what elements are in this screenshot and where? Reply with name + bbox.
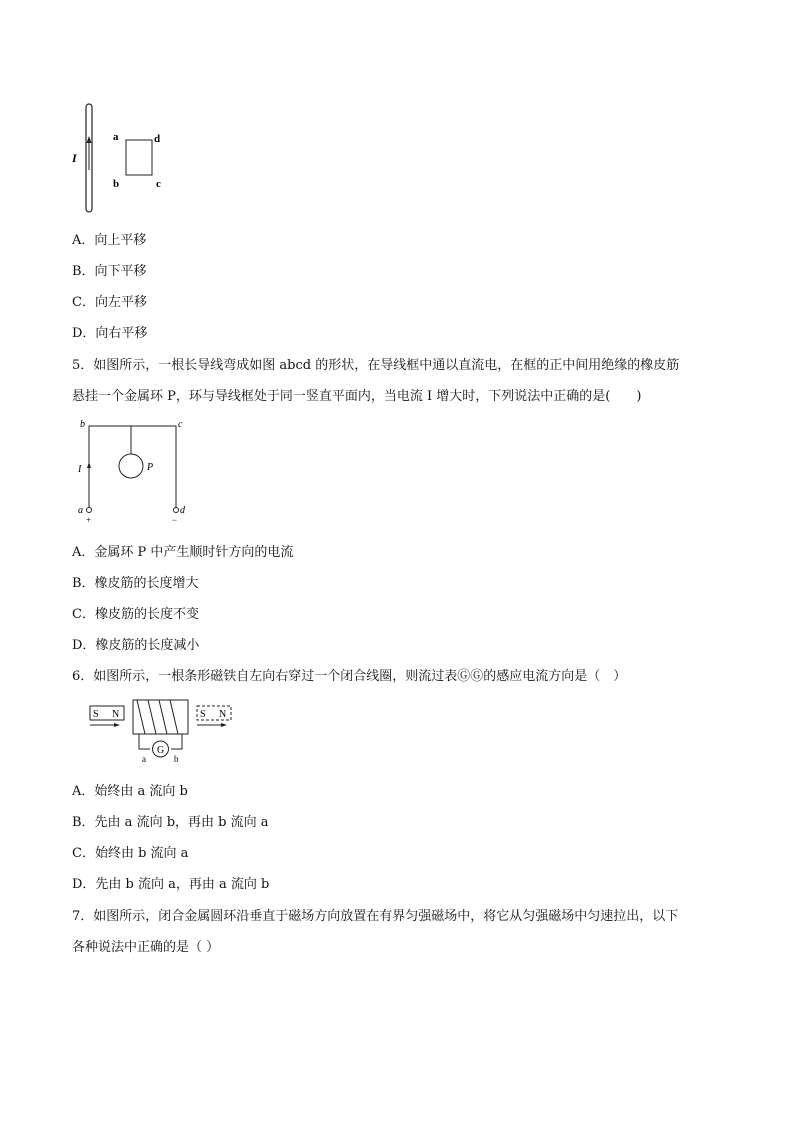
q4-option-d: D．向右平移 bbox=[72, 326, 148, 341]
label-d: d bbox=[154, 133, 161, 145]
current-label: I bbox=[72, 151, 77, 165]
magnet-left-s: S bbox=[93, 709, 99, 720]
q4-option-a: A．向上平移 bbox=[72, 233, 147, 248]
q5-option-d: D．橡皮筋的长度减小 bbox=[72, 638, 200, 653]
q7-stem-line2: 各种说法中正确的是（ ） bbox=[72, 940, 220, 955]
wire-loop-figure bbox=[68, 100, 178, 215]
plus-sign: + bbox=[86, 515, 92, 525]
rect-loop bbox=[126, 140, 152, 175]
q6-option-a: A．始终由 a 流向 b bbox=[72, 784, 188, 799]
lead-left bbox=[139, 734, 150, 749]
q6-option-c: C．始终由 b 流向 a bbox=[72, 846, 189, 861]
label-d: d bbox=[180, 505, 185, 516]
terminal-a bbox=[87, 508, 92, 513]
q4-option-c: C．向左平移 bbox=[72, 295, 147, 310]
ring-label: P bbox=[147, 462, 154, 473]
galvanometer-label: G bbox=[157, 745, 165, 756]
magnet-left-n: N bbox=[112, 709, 120, 720]
magnet-right-s: S bbox=[200, 709, 206, 720]
lead-right bbox=[171, 734, 182, 749]
label-c: c bbox=[178, 419, 183, 430]
magnet-right-n: N bbox=[219, 709, 227, 720]
current-label: I bbox=[78, 464, 82, 475]
label-b: b bbox=[174, 754, 179, 764]
label-b: b bbox=[80, 419, 85, 430]
terminal-d bbox=[174, 508, 179, 513]
label-c: c bbox=[156, 178, 161, 190]
arrowhead-icon bbox=[114, 723, 120, 727]
magnet-coil-figure bbox=[86, 698, 236, 766]
label-a: a bbox=[113, 131, 119, 143]
q5-option-a: A．金属环 P 中产生顺时针方向的电流 bbox=[72, 545, 294, 560]
label-a: a bbox=[142, 754, 146, 764]
label-b: b bbox=[113, 178, 120, 190]
minus-sign: − bbox=[172, 515, 178, 525]
q4-option-b: B．向下平移 bbox=[72, 264, 147, 279]
q5-option-c: C．橡皮筋的长度不变 bbox=[72, 607, 199, 622]
wire-frame-ring-figure bbox=[72, 416, 197, 528]
q6-option-b: B．先由 a 流向 b，再由 b 流向 a bbox=[72, 815, 269, 830]
arrowhead-icon bbox=[221, 723, 227, 727]
label-a: a bbox=[78, 505, 83, 516]
q6-option-d: D．先由 b 流向 a，再由 a 流向 b bbox=[72, 877, 270, 892]
q7-stem-line1: 7．如图所示，闭合金属圆环沿垂直于磁场方向放置在有界匀强磁场中，将它从匀强磁场中匀速拉出，以下 bbox=[72, 909, 679, 924]
q5-option-b: B．橡皮筋的长度增大 bbox=[72, 576, 199, 591]
q5-stem-line1: 5．如图所示，一根长导线弯成如图 abcd 的形状，在导线框中通以直流电，在框的正中间用绝缘的橡皮筋 bbox=[72, 358, 680, 373]
arrowhead-icon bbox=[87, 462, 91, 468]
q5-stem-line2: 悬挂一个金属环 P，环与导线框处于同一竖直平面内，当电流 I 增大时，下列说法中正确的是( ) bbox=[72, 389, 642, 404]
q6-stem: 6．如图所示，一根条形磁铁自左向右穿过一个闭合线圈，则流过表ⒼⒼ的感应电流方向是（ ） bbox=[72, 669, 627, 684]
metal-ring bbox=[119, 454, 143, 478]
wire-frame bbox=[89, 426, 176, 508]
